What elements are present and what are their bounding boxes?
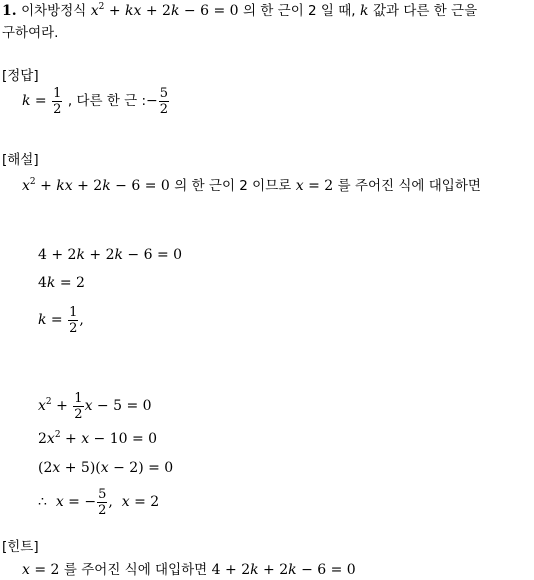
step-3-fraction: $\frac{1}{2}$ xyxy=(69,304,78,336)
step-1: 4 + 2k + 2k − 6 = 0 xyxy=(38,247,183,263)
problem-equation: $x^2$ + kx + 2k − 6 = 0 xyxy=(90,2,239,19)
explanation-intro-end: 를 주어진 식에 대입하면 xyxy=(337,178,481,194)
problem-variable-k: k xyxy=(360,3,369,19)
problem-text-end: 값과 다른 한 근을 xyxy=(372,3,478,19)
problem-text-suffix: 의 한 근이 2 일 때, xyxy=(242,3,356,19)
step-6: (2x + 5)(x − 2) = 0 xyxy=(38,460,174,476)
explanation-intro-text: 의 한 근이 2 이므로 xyxy=(174,178,292,194)
answer-other-root-fraction: $\frac{5}{2}$ xyxy=(159,85,169,117)
explanation-header: [해설] xyxy=(2,152,39,168)
hint-substitution: x = 2 xyxy=(22,562,60,578)
step-5: $2x^2 + x - 10 = 0$ xyxy=(38,430,158,447)
answer-k-equation: k = $\frac{1}{2}$ xyxy=(22,85,62,117)
hint-text: 를 주어진 식에 대입하면 xyxy=(63,562,208,578)
problem-text-prefix: 이차방정식 xyxy=(21,3,87,19)
explanation-equation: $x^2$ + kx + 2k − 6 = 0 xyxy=(22,177,170,194)
answer-other-root-label: , 다른 한 근 : xyxy=(67,93,147,109)
problem-line-1 xyxy=(2,1,477,21)
step-4-fraction: $\frac{1}{2}$ xyxy=(74,390,83,422)
problem-number: 1. xyxy=(2,3,17,19)
hint-line xyxy=(22,560,356,580)
step-7-fraction: $\frac{5}{2}$ xyxy=(98,486,107,518)
answer-other-root: − $\frac{5}{2}$ xyxy=(146,85,169,117)
problem-line-2: 구하여라. xyxy=(2,25,59,41)
explanation-substitution: x = 2 xyxy=(295,178,334,194)
answer-header: [정답] xyxy=(2,68,39,84)
step-7: ∴ x = − $\frac{5}{2}$ , x = 2 xyxy=(38,486,160,518)
step-4: $x^2$ + $\frac{1}{2}$ x − 5 = 0 xyxy=(38,390,152,422)
step-3: k = $\frac{1}{2}$ , xyxy=(38,304,84,336)
hint-header: [힌트] xyxy=(2,539,39,555)
hint-equation: 4 + 2k + 2k − 6 = 0 xyxy=(211,562,356,578)
explanation-intro xyxy=(22,176,481,196)
answer-line xyxy=(22,84,170,118)
answer-k-fraction: $\frac{1}{2}$ xyxy=(53,85,62,117)
step-2: 4k = 2 xyxy=(38,275,85,291)
